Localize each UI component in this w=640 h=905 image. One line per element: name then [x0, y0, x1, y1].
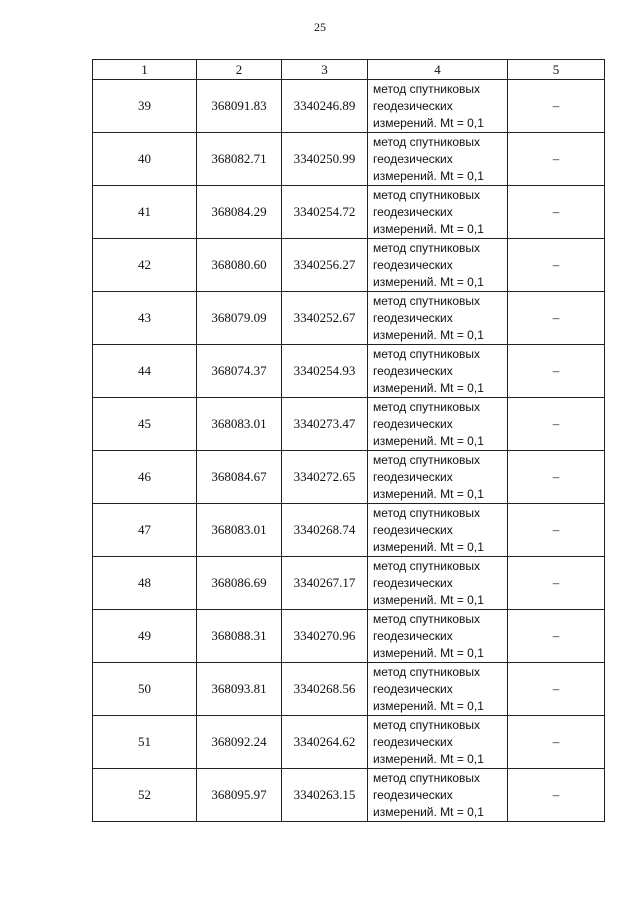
- method-text-line: метод спутниковых: [373, 293, 481, 308]
- method-cell: [368, 292, 508, 345]
- table-row: [93, 716, 605, 769]
- method-text-line: метод спутниковых: [373, 664, 481, 679]
- method-cell: [368, 716, 508, 769]
- table-row: [93, 769, 605, 822]
- note-cell: –: [508, 345, 605, 398]
- point-number-cell: 43: [93, 292, 197, 345]
- point-number-cell: 40: [93, 133, 197, 186]
- method-text-line: геодезических: [373, 469, 453, 484]
- table-row: [93, 345, 605, 398]
- header-row: [93, 60, 605, 80]
- table-row: [93, 451, 605, 504]
- table-row: [93, 398, 605, 451]
- table-row: [93, 239, 605, 292]
- method-text-line: геодезических: [373, 204, 453, 219]
- table-row: [93, 663, 605, 716]
- method-text-line: геодезических: [373, 628, 453, 643]
- page-number: 25: [314, 20, 326, 34]
- method-text-line: измерений. Mt = 0,1: [373, 221, 484, 236]
- method-text-line: геодезических: [373, 310, 453, 325]
- note-cell: –: [508, 557, 605, 610]
- x-coordinate-cell: 368074.37: [197, 345, 282, 398]
- column-header-3: 3: [282, 60, 368, 80]
- column-header-2: 2: [197, 60, 282, 80]
- method-text-line: геодезических: [373, 257, 453, 272]
- column-header-4: 4: [368, 60, 508, 80]
- method-text-line: геодезических: [373, 151, 453, 166]
- method-cell: [368, 398, 508, 451]
- method-text-line: метод спутниковых: [373, 558, 481, 573]
- y-coordinate-cell: 3340256.27: [282, 239, 368, 292]
- table-row: [93, 610, 605, 663]
- y-coordinate-cell: 3340264.62: [282, 716, 368, 769]
- note-cell: –: [508, 610, 605, 663]
- table-body: [93, 80, 605, 822]
- method-cell: [368, 557, 508, 610]
- table-row: [93, 80, 605, 133]
- method-text-line: измерений. Mt = 0,1: [373, 115, 484, 130]
- method-text-line: измерений. Mt = 0,1: [373, 539, 484, 554]
- method-text-line: метод спутниковых: [373, 81, 481, 96]
- method-cell: [368, 345, 508, 398]
- coordinates-table: [92, 59, 605, 822]
- y-coordinate-cell: 3340246.89: [282, 80, 368, 133]
- table-row: [93, 292, 605, 345]
- x-coordinate-cell: 368091.83: [197, 80, 282, 133]
- point-number-cell: 51: [93, 716, 197, 769]
- method-text-line: геодезических: [373, 681, 453, 696]
- method-cell: [368, 769, 508, 822]
- table-row: [93, 186, 605, 239]
- method-cell: [368, 80, 508, 133]
- method-text-line: геодезических: [373, 575, 453, 590]
- note-cell: –: [508, 133, 605, 186]
- table-row: [93, 557, 605, 610]
- method-text-line: геодезических: [373, 416, 453, 431]
- y-coordinate-cell: 3340268.74: [282, 504, 368, 557]
- x-coordinate-cell: 368086.69: [197, 557, 282, 610]
- method-text-line: измерений. Mt = 0,1: [373, 433, 484, 448]
- method-text-line: метод спутниковых: [373, 240, 481, 255]
- y-coordinate-cell: 3340250.99: [282, 133, 368, 186]
- method-text-line: измерений. Mt = 0,1: [373, 380, 484, 395]
- x-coordinate-cell: 368079.09: [197, 292, 282, 345]
- note-cell: –: [508, 769, 605, 822]
- note-cell: –: [508, 80, 605, 133]
- y-coordinate-cell: 3340272.65: [282, 451, 368, 504]
- y-coordinate-cell: 3340254.72: [282, 186, 368, 239]
- note-cell: –: [508, 398, 605, 451]
- method-text-line: измерений. Mt = 0,1: [373, 592, 484, 607]
- method-cell: [368, 133, 508, 186]
- method-text-line: измерений. Mt = 0,1: [373, 327, 484, 342]
- method-cell: [368, 239, 508, 292]
- method-text-line: измерений. Mt = 0,1: [373, 698, 484, 713]
- point-number-cell: 44: [93, 345, 197, 398]
- point-number-cell: 47: [93, 504, 197, 557]
- point-number-cell: 42: [93, 239, 197, 292]
- note-cell: –: [508, 239, 605, 292]
- method-text-line: метод спутниковых: [373, 399, 481, 414]
- note-cell: –: [508, 451, 605, 504]
- note-cell: –: [508, 663, 605, 716]
- method-cell: [368, 610, 508, 663]
- note-cell: –: [508, 504, 605, 557]
- method-cell: [368, 663, 508, 716]
- x-coordinate-cell: 368092.24: [197, 716, 282, 769]
- y-coordinate-cell: 3340268.56: [282, 663, 368, 716]
- method-text-line: геодезических: [373, 363, 453, 378]
- point-number-cell: 39: [93, 80, 197, 133]
- x-coordinate-cell: 368093.81: [197, 663, 282, 716]
- y-coordinate-cell: 3340254.93: [282, 345, 368, 398]
- point-number-cell: 50: [93, 663, 197, 716]
- table-header: [93, 60, 605, 80]
- method-text-line: геодезических: [373, 98, 453, 113]
- method-text-line: измерений. Mt = 0,1: [373, 804, 484, 819]
- x-coordinate-cell: 368080.60: [197, 239, 282, 292]
- point-number-cell: 45: [93, 398, 197, 451]
- table-row: [93, 504, 605, 557]
- method-cell: [368, 504, 508, 557]
- point-number-cell: 48: [93, 557, 197, 610]
- method-text-line: метод спутниковых: [373, 717, 481, 732]
- method-text-line: измерений. Mt = 0,1: [373, 168, 484, 183]
- x-coordinate-cell: 368083.01: [197, 504, 282, 557]
- method-text-line: метод спутниковых: [373, 505, 481, 520]
- method-cell: [368, 451, 508, 504]
- method-text-line: метод спутниковых: [373, 187, 481, 202]
- y-coordinate-cell: 3340273.47: [282, 398, 368, 451]
- note-cell: –: [508, 292, 605, 345]
- note-cell: –: [508, 716, 605, 769]
- method-text-line: геодезических: [373, 734, 453, 749]
- column-header-1: 1: [93, 60, 197, 80]
- method-text-line: метод спутниковых: [373, 611, 481, 626]
- note-cell: –: [508, 186, 605, 239]
- method-text-line: метод спутниковых: [373, 134, 481, 149]
- x-coordinate-cell: 368083.01: [197, 398, 282, 451]
- method-text-line: измерений. Mt = 0,1: [373, 751, 484, 766]
- point-number-cell: 41: [93, 186, 197, 239]
- method-text-line: метод спутниковых: [373, 770, 481, 785]
- point-number-cell: 49: [93, 610, 197, 663]
- method-text-line: измерений. Mt = 0,1: [373, 486, 484, 501]
- column-header-5: 5: [508, 60, 605, 80]
- y-coordinate-cell: 3340270.96: [282, 610, 368, 663]
- point-number-cell: 46: [93, 451, 197, 504]
- x-coordinate-cell: 368082.71: [197, 133, 282, 186]
- method-text-line: измерений. Mt = 0,1: [373, 645, 484, 660]
- method-text-line: геодезических: [373, 787, 453, 802]
- x-coordinate-cell: 368095.97: [197, 769, 282, 822]
- method-text-line: метод спутниковых: [373, 452, 481, 467]
- method-text-line: геодезических: [373, 522, 453, 537]
- method-cell: [368, 186, 508, 239]
- y-coordinate-cell: 3340263.15: [282, 769, 368, 822]
- x-coordinate-cell: 368088.31: [197, 610, 282, 663]
- method-text-line: измерений. Mt = 0,1: [373, 274, 484, 289]
- y-coordinate-cell: 3340267.17: [282, 557, 368, 610]
- point-number-cell: 52: [93, 769, 197, 822]
- x-coordinate-cell: 368084.67: [197, 451, 282, 504]
- method-text-line: метод спутниковых: [373, 346, 481, 361]
- y-coordinate-cell: 3340252.67: [282, 292, 368, 345]
- table-row: [93, 133, 605, 186]
- x-coordinate-cell: 368084.29: [197, 186, 282, 239]
